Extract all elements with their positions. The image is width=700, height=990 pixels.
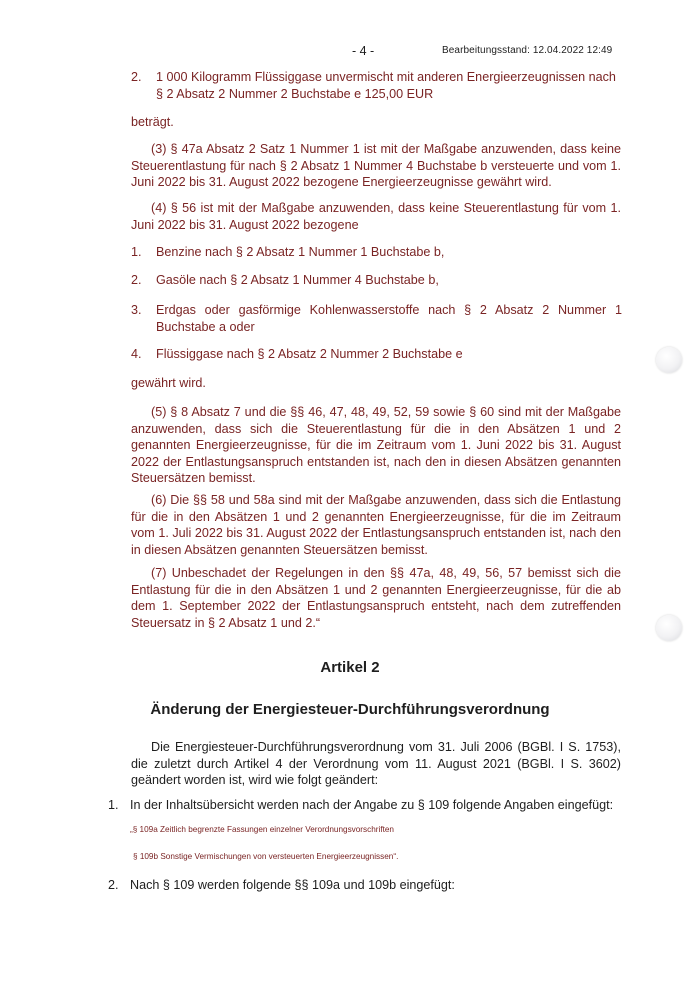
toc-line-109b: § 109b Sonstige Vermischungen von versteuerten Energieerzeugnissen“. (133, 852, 399, 861)
list-number: 2. (131, 273, 142, 287)
punch-hole (656, 347, 682, 373)
list-item-text: 1 000 Kilogramm Flüssiggase unvermischt mit anderen Energieerzeugnissen nach § 2 Absatz 2 Nummer 2 Buchstabe e 125,00 EUR (156, 70, 616, 101)
list-number: 1. (108, 798, 119, 812)
paragraph-text: beträgt. (131, 115, 174, 129)
punch-hole (656, 615, 682, 641)
list-item-text: Flüssiggase nach § 2 Absatz 2 Nummer 2 Buchstabe e (156, 347, 463, 361)
list-number: 2. (108, 878, 119, 892)
edit-status: Bearbeitungsstand: 12.04.2022 12:49 (442, 45, 613, 56)
list-number: 3. (131, 303, 142, 317)
list-item-text: Gasöle nach § 2 Absatz 1 Nummer 4 Buchstabe b, (156, 273, 439, 287)
list-item-text: Benzine nach § 2 Absatz 1 Nummer 1 Buchstabe b, (156, 245, 445, 259)
article-intro: Die Energiesteuer-Durchführungsverordnung vom 31. Juli 2006 (BGBl. I S. 1753), die zuletzt durch Artikel 4 der Verordnung vom 11. August 2021 (BGBl. I S. 3602) geändert worden ist, wird wie folgt geändert: (131, 740, 621, 788)
paragraph-3: (3) § 47a Absatz 2 Satz 1 Nummer 1 ist mit der Maßgabe anzuwenden, dass keine Steuerentlastung für nach § 2 Absatz 1 Nummer 4 Buchstabe b versteuerte und vom 1. Juni 2022 bis 31. August 2022 bezogene Energieerzeugnisse gewährt wird. (131, 142, 621, 190)
list-number: 4. (131, 347, 142, 361)
list-item-text: Erdgas oder gasförmige Kohlenwasserstoffe nach § 2 Absatz 2 Nummer 1 Buchstabe a oder (156, 303, 622, 334)
list-number: 2. (131, 70, 142, 84)
toc-line-109a: „§ 109a Zeitlich begrenzte Fassungen einzelner Verordnungsvorschriften (130, 825, 394, 834)
list-number: 1. (131, 245, 142, 259)
list-item-text: Nach § 109 werden folgende §§ 109a und 109b eingefügt: (130, 878, 455, 892)
paragraph-6: (6) Die §§ 58 und 58a sind mit der Maßgabe anzuwenden, dass sich die Entlastung für die in den Absätzen 1 und 2 genannten Energieerzeugnisse, für die im Zeitraum vom 1. Juli 2022 bis 31. August 2022 der Entlastungsanspruch entstanden ist, nach den in diesen Absätzen genannten Steuersätzen bemisst. (131, 493, 621, 557)
paragraph-5: (5) § 8 Absatz 7 und die §§ 46, 47, 48, 49, 52, 59 sowie § 60 sind mit der Maßgabe anzuwenden, dass sich die Steuerentlastung für die in den Absätzen 1 und 2 genannten Energieerzeugnisse, für die im Zeitraum vom 1. Juni 2022 bis 31. August 2022 der Entlastungsanspruch entstanden ist, nach den in diesen Absätzen genannten Steuersätzen bemisst. (131, 405, 621, 486)
list-item-text: In der Inhaltsübersicht werden nach der Angabe zu § 109 folgende Angaben eingefügt: (130, 798, 614, 812)
paragraph-7: (7) Unbeschadet der Regelungen in den §§ 47a, 48, 49, 56, 57 bemisst sich die Entlastung für die in den Absätzen 1 und 2 genannten Energieerzeugnisse, für die ab dem 1. September 2022 der Entlastungsanspruch entsteht, nach dem zutreffenden Steuersatz in § 2 Absatz 1 und 2.“ (131, 566, 621, 630)
page-number: - 4 - (352, 44, 375, 58)
article-subtitle: Änderung der Energiesteuer-Durchführungsverordnung (150, 701, 550, 718)
article-title: Artikel 2 (320, 659, 380, 676)
paragraph-4-intro: (4) § 56 ist mit der Maßgabe anzuwenden, dass keine Steuerentlastung für vom 1. Juni 2022 bis 31. August 2022 bezogene (131, 201, 621, 232)
paragraph-4-closing: gewährt wird. (131, 376, 206, 390)
